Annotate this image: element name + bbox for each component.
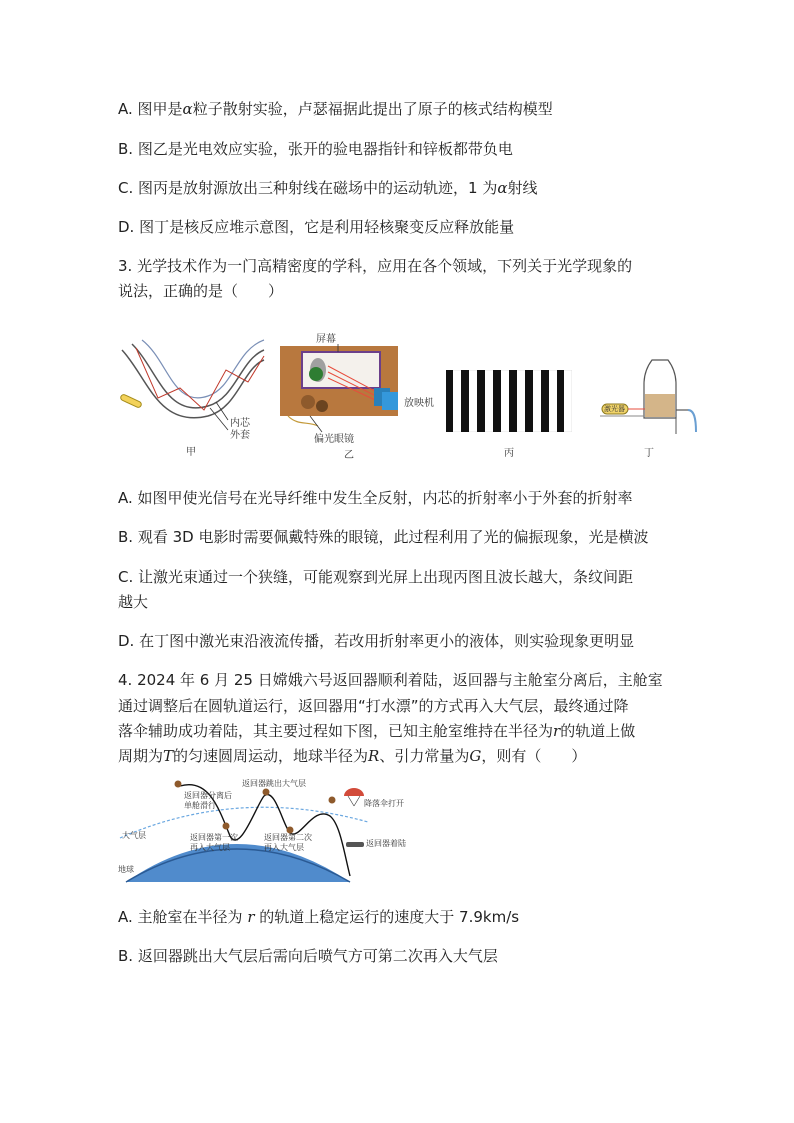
label-chute: 降落伞打开 bbox=[364, 799, 404, 808]
q2-option-b: B. 图乙是光电效应实验，张开的验电器指针和锌板都带负电 bbox=[118, 140, 513, 158]
fringe-pattern bbox=[446, 370, 572, 432]
alpha-symbol: α bbox=[182, 100, 193, 118]
label-separate: 返回器分离后 bbox=[184, 791, 232, 800]
q3-stem-line2: 说法，正确的是（ ） bbox=[118, 282, 284, 300]
symbol-r: r bbox=[553, 722, 561, 740]
q3-option-d: D. 在丁图中激光束沿液流传播，若改用折射率更小的液体，则实验现象更明显 bbox=[118, 632, 635, 650]
q4-stem-line1: 4. 2024 年 6 月 25 日嫦娥六号返回器顺利着陆，返回器与主舱室分离后，主舱室 bbox=[118, 671, 663, 689]
q4-line3-text: 落伞辅助成功着陆，其主要过程如下图，已知主舱室维持在半径为 bbox=[118, 722, 554, 740]
label-earth: 地球 bbox=[118, 865, 134, 874]
q4-line3-tail: 的轨道上做 bbox=[560, 722, 636, 740]
q2-option-c bbox=[118, 175, 537, 201]
q4-line4-tail: ，则有（ ） bbox=[481, 747, 587, 765]
label-landing: 返回器着陆 bbox=[366, 839, 406, 848]
q4-option-a-post: 的轨道上稳定运行的速度大于 7.9km/s bbox=[259, 908, 520, 926]
label-waitao: 外套 bbox=[230, 430, 250, 441]
q3-option-b: B. 观看 3D 电影时需要佩戴特殊的眼镜，此过程利用了光的偏振现象，光是横波 bbox=[118, 528, 649, 546]
q3-option-c-line1: C. 让激光束通过一个狭缝，可能观察到光屏上出现丙图且波长越大，条纹间距 bbox=[118, 568, 634, 586]
label-separate2: 单舱滑行 bbox=[184, 801, 216, 810]
label-first2: 再入大气层 bbox=[190, 843, 230, 852]
symbol-t: T bbox=[163, 747, 174, 765]
figure-yi-3d-cinema bbox=[278, 326, 438, 461]
q3-stem-line1: 3. 光学技术作为一门高精密度的学科，应用在各个领域，下列关于光学现象的 bbox=[118, 257, 633, 275]
q2-option-c-pre: C. 图丙是放射源放出三种射线在磁场中的运动轨迹，1 为 bbox=[118, 179, 498, 197]
label-neixin: 内芯 bbox=[230, 418, 250, 429]
alpha-symbol: α bbox=[497, 179, 508, 197]
q4-option-a bbox=[118, 904, 519, 930]
label-atmos: 大气层 bbox=[122, 831, 146, 840]
label-bing: 丙 bbox=[504, 448, 514, 459]
label-jump: 返回器跳出大气层 bbox=[242, 779, 306, 788]
figure-reentry bbox=[118, 776, 408, 884]
label-jia: 甲 bbox=[186, 447, 196, 458]
reentry-diagram bbox=[118, 776, 408, 884]
cinema-diagram bbox=[278, 326, 438, 458]
q2-option-a-pre: A. 图甲是 bbox=[118, 100, 183, 118]
figure-bing-fringes bbox=[446, 370, 572, 458]
q2-option-a-post: 粒子散射实验，卢瑟福据此提出了原子的核式结构模型 bbox=[192, 100, 553, 118]
laser-liquid-diagram bbox=[600, 356, 704, 436]
label-fangyingji: 放映机 bbox=[404, 398, 434, 409]
figure-ding-laser-liquid bbox=[600, 356, 704, 458]
q2-option-a bbox=[118, 96, 553, 122]
q4-line4-text: 周期为 bbox=[118, 747, 164, 765]
label-laser: 激光器 bbox=[604, 405, 625, 413]
q4-line4-mid2: 、引力常量为 bbox=[379, 747, 470, 765]
q3-option-a: A. 如图甲使光信号在光导纤维中发生全反射，内芯的折射率小于外套的折射率 bbox=[118, 489, 633, 507]
q2-option-c-post: 射线 bbox=[507, 179, 538, 197]
symbol-capital-r: R bbox=[368, 747, 380, 765]
q4-option-b: B. 返回器跳出大气层后需向后喷气方可第二次再入大气层 bbox=[118, 947, 498, 965]
label-pianguang: 偏光眼镜 bbox=[314, 434, 354, 445]
q4-line4-mid: 的匀速圆周运动，地球半径为 bbox=[173, 747, 369, 765]
label-first1: 返回器第一次 bbox=[190, 833, 238, 842]
q3-option-c-line2: 越大 bbox=[118, 593, 149, 611]
label-second2: 再入大气层 bbox=[264, 843, 304, 852]
q2-option-d: D. 图丁是核反应堆示意图，它是利用轻核聚变反应释放能量 bbox=[118, 218, 515, 236]
q4-stem-line4 bbox=[118, 743, 586, 769]
label-second1: 返回器第二次 bbox=[264, 833, 312, 842]
label-yi: 乙 bbox=[344, 450, 354, 461]
q4-stem-line2: 通过调整后在圆轨道运行，返回器用“打水漂”的方式再入大气层，最终通过降 bbox=[118, 697, 629, 715]
symbol-r: r bbox=[247, 908, 255, 926]
q4-option-a-pre: A. 主舱室在半径为 bbox=[118, 908, 243, 926]
label-pingmu: 屏幕 bbox=[316, 334, 336, 345]
symbol-g: G bbox=[469, 747, 482, 765]
figure-jia-optical-fiber bbox=[118, 338, 268, 458]
label-ding: 丁 bbox=[644, 448, 654, 459]
q4-stem-line3 bbox=[118, 718, 635, 744]
